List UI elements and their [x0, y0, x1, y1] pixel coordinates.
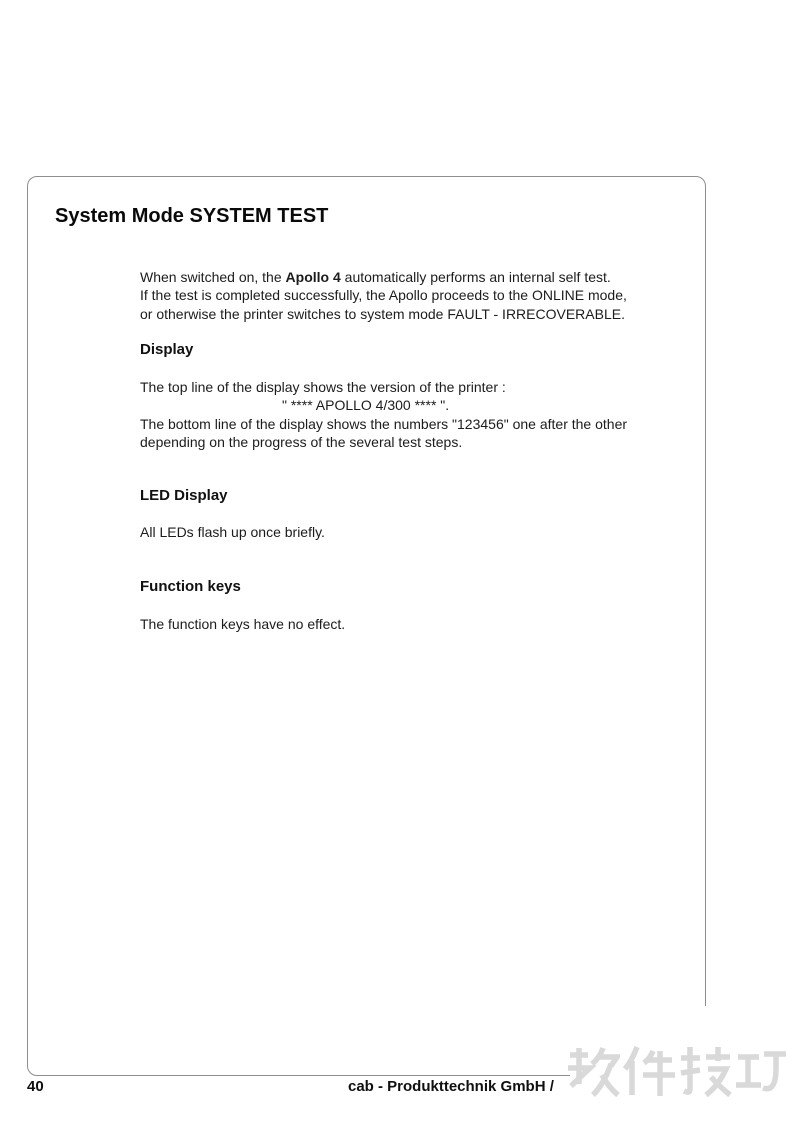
- intro-paragraph: [140, 268, 627, 323]
- intro-line-1: When switched on, the Apollo 4 automatically performs an internal self test.: [140, 269, 611, 285]
- page-title: System Mode SYSTEM TEST: [55, 205, 329, 227]
- watermark-glyph-ji: [678, 1044, 732, 1098]
- display-line-4: depending on the progress of the several test steps.: [140, 434, 463, 451]
- section-body-function-keys: The function keys have no effect.: [140, 616, 346, 632]
- intro-line-3: or otherwise the printer switches to system mode FAULT - IRRECOVERABLE.: [140, 305, 625, 322]
- watermark-glyph-jian: [622, 1044, 676, 1098]
- section-heading-display: Display: [140, 341, 194, 358]
- section-body-led-display: All LEDs flash up once briefly.: [140, 524, 325, 540]
- display-line-3: The bottom line of the display shows the numbers "123456" one after the other: [140, 415, 628, 432]
- watermark-text: [566, 1044, 788, 1098]
- intro-line-2: If the test is completed successfully, the Apollo proceeds to the ONLINE mode,: [140, 287, 627, 304]
- watermark-glyph-qiao: [734, 1044, 788, 1098]
- display-line-1: The top line of the display shows the version of the printer :: [140, 379, 506, 395]
- display-version-line: " **** APOLLO 4/300 **** ".: [282, 397, 450, 414]
- watermark-glyph-ruan: [566, 1044, 620, 1098]
- section-heading-function-keys: Function keys: [140, 578, 241, 595]
- footer-publisher: cab - Produkttechnik GmbH /: [348, 1078, 554, 1095]
- footer-page-number: 40: [27, 1078, 44, 1095]
- bold-product-name: Apollo 4: [285, 269, 341, 285]
- section-body-display: [140, 378, 627, 452]
- section-heading-led-display: LED Display: [140, 487, 228, 504]
